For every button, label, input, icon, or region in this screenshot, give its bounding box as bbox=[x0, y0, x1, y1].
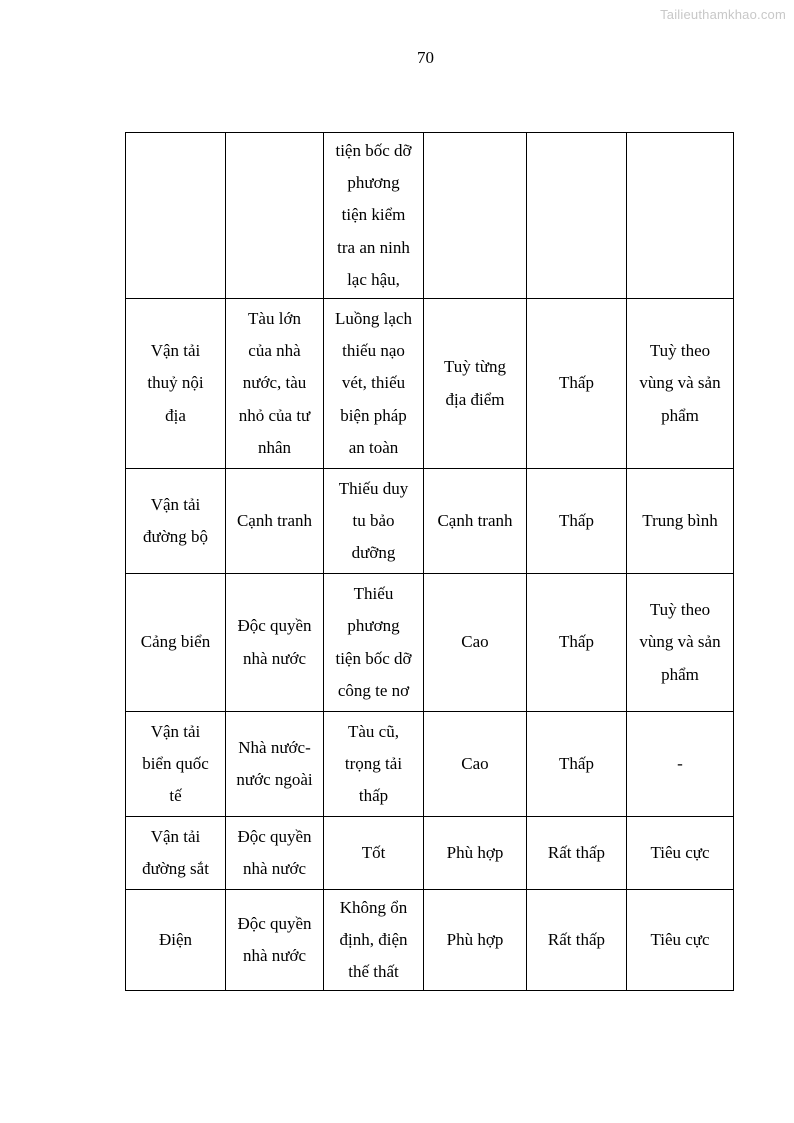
table-cell: Tàu cũ, trọng tải thấp bbox=[324, 712, 424, 817]
table-row bbox=[126, 469, 734, 574]
table-cell: Thiếu phương tiện bốc dỡ công te nơ bbox=[324, 574, 424, 712]
table-row bbox=[126, 133, 734, 299]
table-cell bbox=[627, 133, 734, 299]
table-cell: Tàu lớn của nhà nước, tàu nhỏ của tư nhân bbox=[226, 299, 324, 469]
table-cell: Rất thấp bbox=[527, 890, 627, 991]
table-row bbox=[126, 890, 734, 991]
table-cell: Rất thấp bbox=[527, 817, 627, 890]
table-row bbox=[126, 817, 734, 890]
table-cell: Cao bbox=[424, 574, 527, 712]
table-cell: Vận tải thuỷ nội địa bbox=[126, 299, 226, 469]
table-cell: Tuỳ từng địa điểm bbox=[424, 299, 527, 469]
table-cell: Độc quyền nhà nước bbox=[226, 890, 324, 991]
table-cell: - bbox=[627, 712, 734, 817]
table-cell: Cao bbox=[424, 712, 527, 817]
table-cell: Không ổn định, điện thế thất bbox=[324, 890, 424, 991]
table-cell: Thấp bbox=[527, 712, 627, 817]
table-cell bbox=[527, 133, 627, 299]
table-cell: Tuỳ theo vùng và sản phẩm bbox=[627, 574, 734, 712]
table-row bbox=[126, 712, 734, 817]
table-cell: Vận tải biển quốc tế bbox=[126, 712, 226, 817]
table-cell: Cảng biển bbox=[126, 574, 226, 712]
table-cell: Luồng lạch thiếu nạo vét, thiếu biện pháp an toàn bbox=[324, 299, 424, 469]
table-cell bbox=[226, 133, 324, 299]
table-row bbox=[126, 574, 734, 712]
table-cell: Vận tải đường sắt bbox=[126, 817, 226, 890]
table-cell: Độc quyền nhà nước bbox=[226, 817, 324, 890]
table-cell: Cạnh tranh bbox=[424, 469, 527, 574]
table-cell: Phù hợp bbox=[424, 817, 527, 890]
table-cell: Thiếu duy tu bảo dưỡng bbox=[324, 469, 424, 574]
table-cell: Trung bình bbox=[627, 469, 734, 574]
infrastructure-table bbox=[125, 132, 734, 991]
table-cell bbox=[126, 133, 226, 299]
table-cell: Tốt bbox=[324, 817, 424, 890]
table-cell: Thấp bbox=[527, 299, 627, 469]
table-cell: Tuỳ theo vùng và sản phẩm bbox=[627, 299, 734, 469]
table-cell: Tiêu cực bbox=[627, 817, 734, 890]
table-cell: Tiêu cực bbox=[627, 890, 734, 991]
page-number: 70 bbox=[417, 48, 434, 67]
table-cell: Vận tải đường bộ bbox=[126, 469, 226, 574]
table-row bbox=[126, 299, 734, 469]
table-cell: Cạnh tranh bbox=[226, 469, 324, 574]
table-cell: Phù hợp bbox=[424, 890, 527, 991]
watermark: Tailieuthamkhao.com bbox=[660, 7, 786, 22]
table-cell: tiện bốc dỡ phương tiện kiểm tra an ninh lạc hậu, bbox=[324, 133, 424, 299]
table-cell: Thấp bbox=[527, 574, 627, 712]
table-cell: Độc quyền nhà nước bbox=[226, 574, 324, 712]
table-cell: Điện bbox=[126, 890, 226, 991]
table-cell bbox=[424, 133, 527, 299]
table-cell: Thấp bbox=[527, 469, 627, 574]
table-cell: Nhà nước- nước ngoài bbox=[226, 712, 324, 817]
